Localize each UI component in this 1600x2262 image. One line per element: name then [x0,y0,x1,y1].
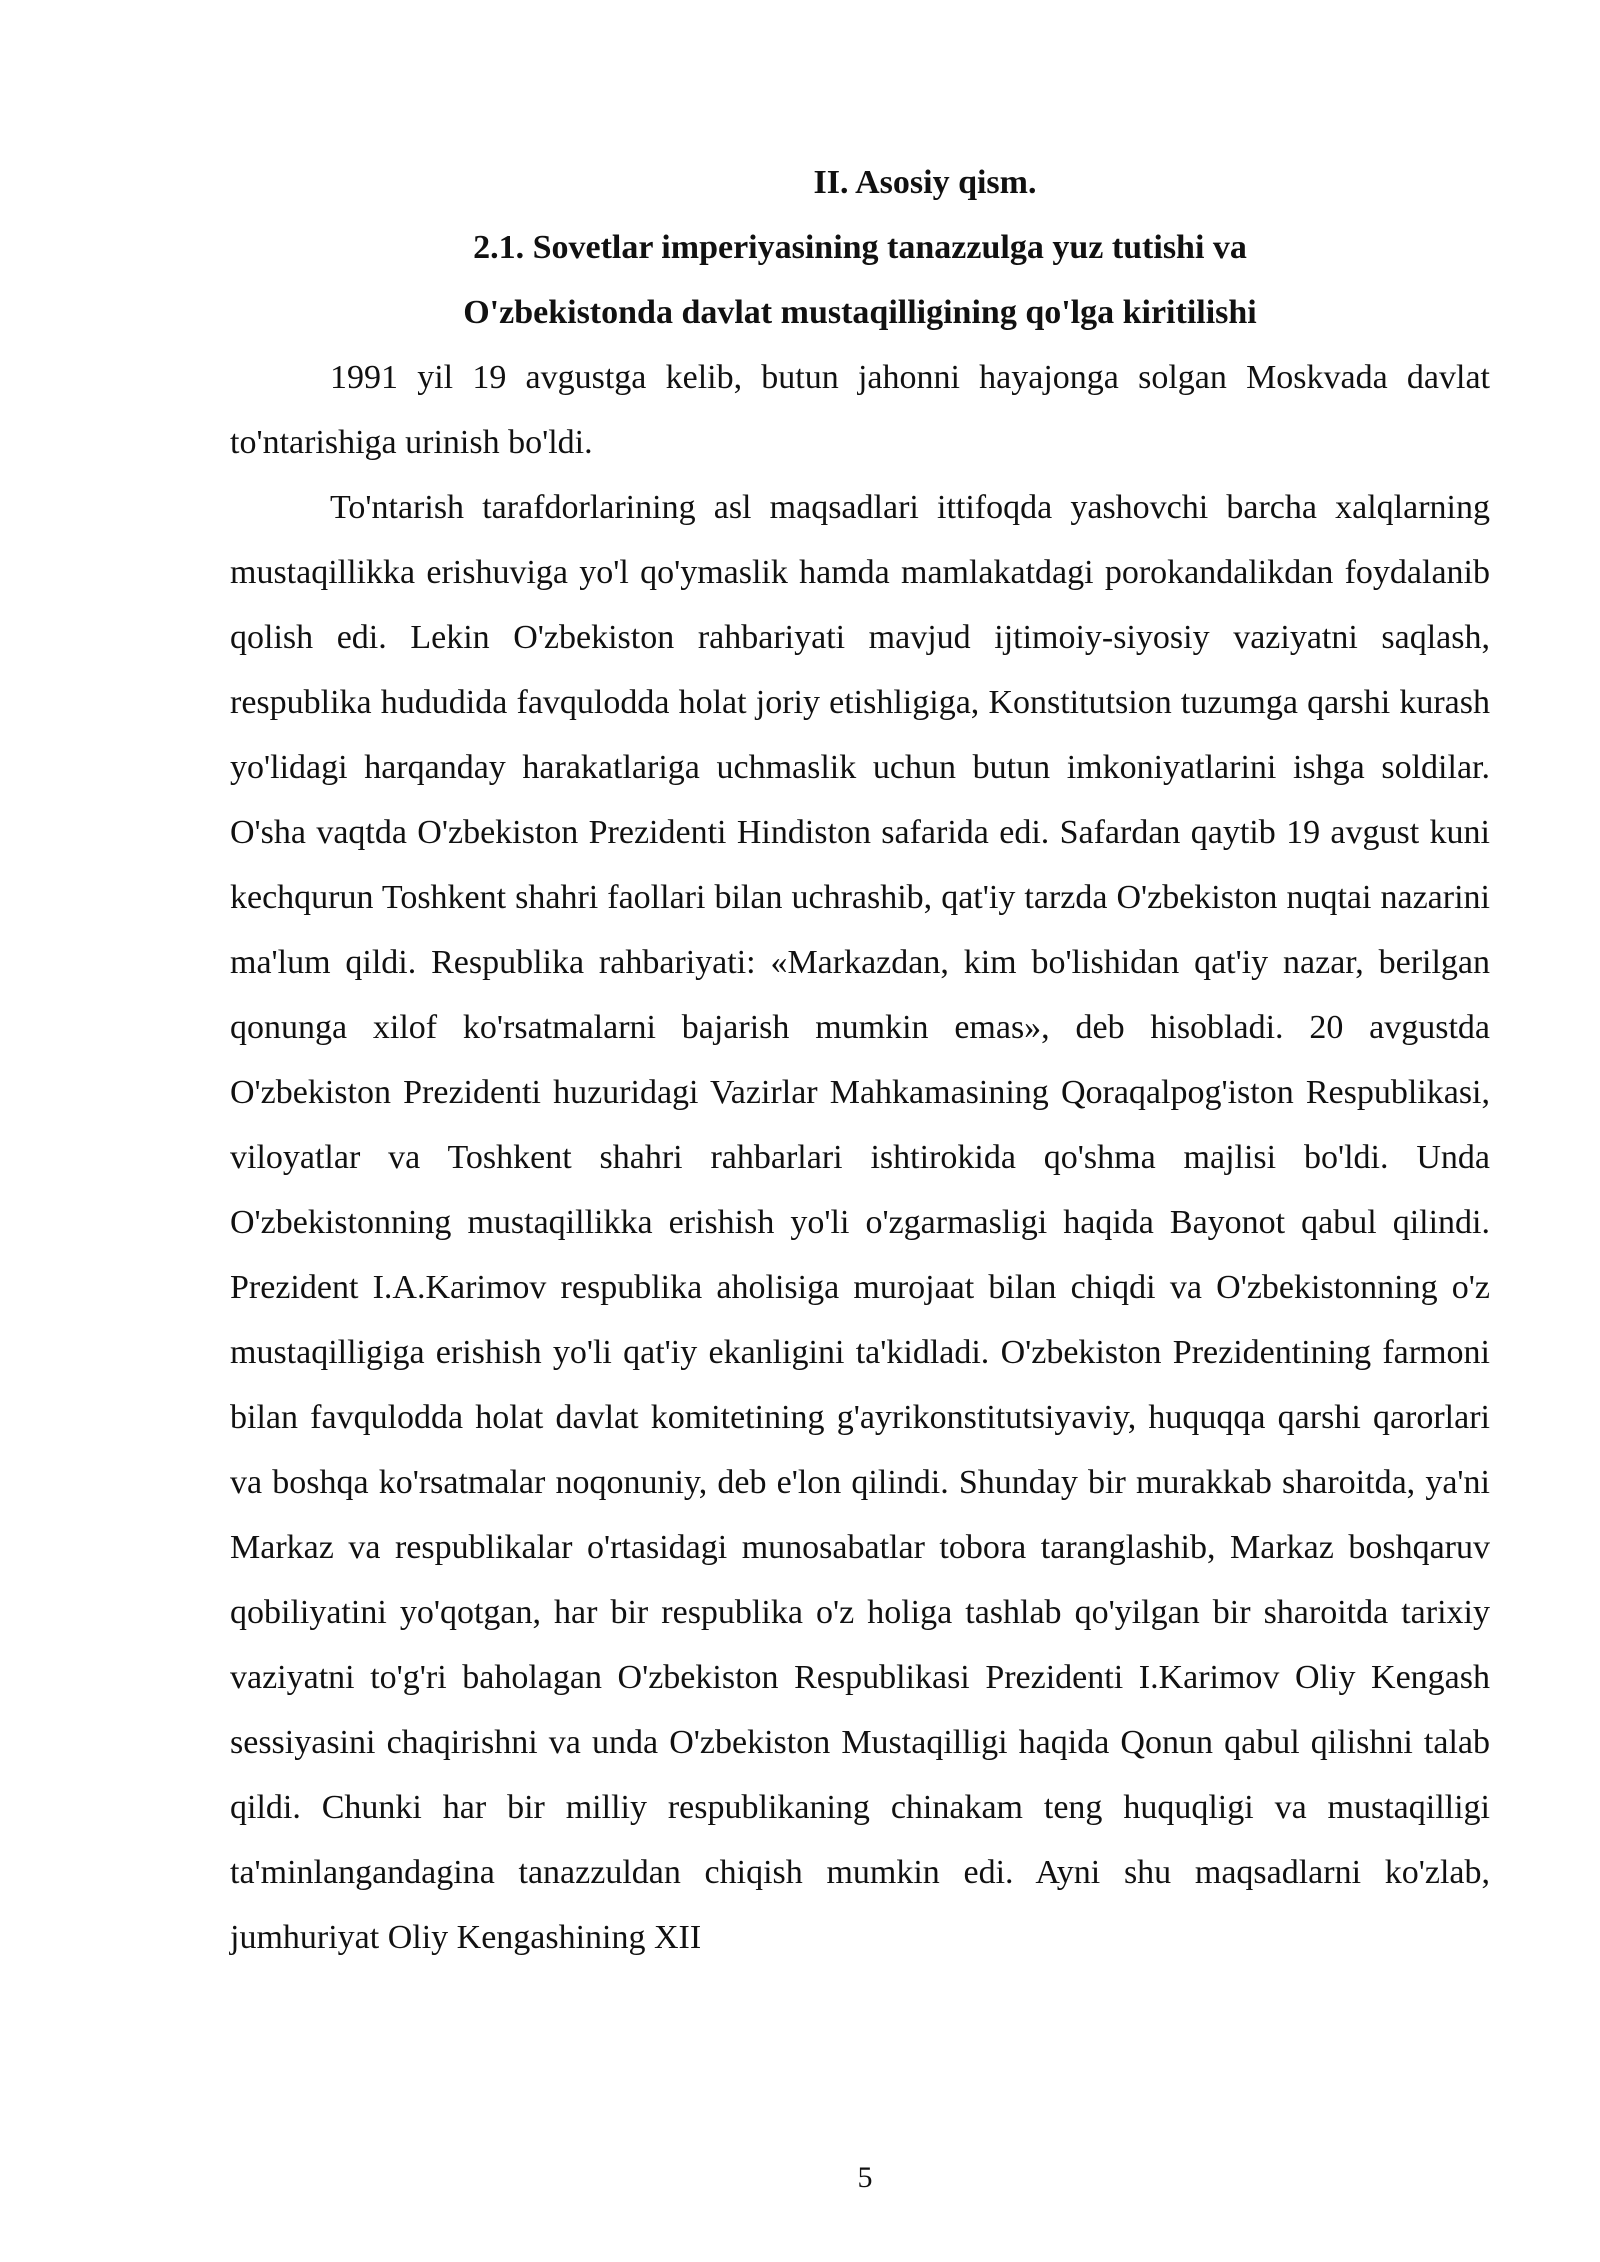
paragraph: 1991 yil 19 avgustga kelib, butun jahonni hayajonga solgan Moskvada davlat to'ntarishiga urinish bo'ldi. [230,359,1490,461]
page-number: 5 [857,2161,873,2194]
subsection-title-line2: O'zbekistonda davlat mustaqilligining qo'lga kiritilishi [463,294,1257,331]
subsection-title-line1: 2.1. Sovetlar imperiyasining tanazzulga yuz tutishi va [473,229,1247,266]
paragraph: To'ntarish tarafdorlarining asl maqsadlari ittifoqda yashovchi barcha xalqlarning mustaqillikka erishuviga yo'l qo'ymaslik hamda mamlakatdagi porokandalikdan foydalanib qolish edi. Lekin O'zbekiston rahbariyati mavjud ijtimoiy-siyosiy vaziyatni saqlash, respublika hududida favqulodda holat joriy etishligiga, Konstitutsion tuzumga qarshi kurash yo'lidagi harqanday harakatlariga uchmaslik uchun butun imkoniyatlarini ishga soldilar. O'sha vaqtda O'zbekiston Prezidenti Hindiston safarida edi. Safardan qaytib 19 avgust kuni kechqurun Toshkent shahri faollari bilan uchrashib, qat'iy tarzda O'zbekiston nuqtai nazarini ma'lum qildi. Respublika rahbariyati: «Markazdan, kim bo'lishidan qat'iy nazar, berilgan qonunga xilof ko'rsatmalarni bajarish mumkin emas», deb hisobladi. 20 avgustda O'zbekiston Prezidenti huzuridagi Vazirlar Mahkamasining Qoraqalpog'iston Respublikasi, viloyatlar va Toshkent shahri rahbarlari ishtirokida qo'shma majlisi bo'ldi. Unda O'zbekistonning mustaqillikka erishish yo'li o'zgarmasligi haqida Bayonot qabul qilindi. Prezident I.A.Karimov respublika aholisiga murojaat bilan chiqdi va O'zbekistonning o'z mustaqilligiga erishish yo'li qat'iy ekanligini ta'kidladi. O'zbekiston Prezidentining farmoni bilan favqulodda holat davlat komitetining g'ayrikonstitutsiyaviy, huquqqa qarshi qarorlari va boshqa ko'rsatmalar noqonuniy, deb e'lon qilindi. Shunday bir murakkab sharoitda, ya'ni Markaz va respublikalar o'rtasidagi munosabatlar tobora taranglashib, Markaz boshqaruv qobiliyatini yo'qotgan, har bir respublika o'z holiga tashlab qo'yilgan bir sharoitda tarixiy vaziyatni to'g'ri baholagan O'zbekiston Respublikasi Prezidenti I.Karimov Oliy Kengash sessiyasini chaqirishni va unda O'zbekiston Mustaqilligi haqida Qonun qabul qilishni talab qildi. Chunki har bir milliy respublikaning chinakam teng huquqligi va mustaqilligi ta'minlangandagina tanazzuldan chiqish mumkin edi. Ayni shu maqsadlarni ko'zlab, jumhuriyat Oliy Kengashining XII [230,489,1490,1956]
page-content [230,150,1490,1970]
section-title: II. Asosiy qism. [813,164,1037,201]
